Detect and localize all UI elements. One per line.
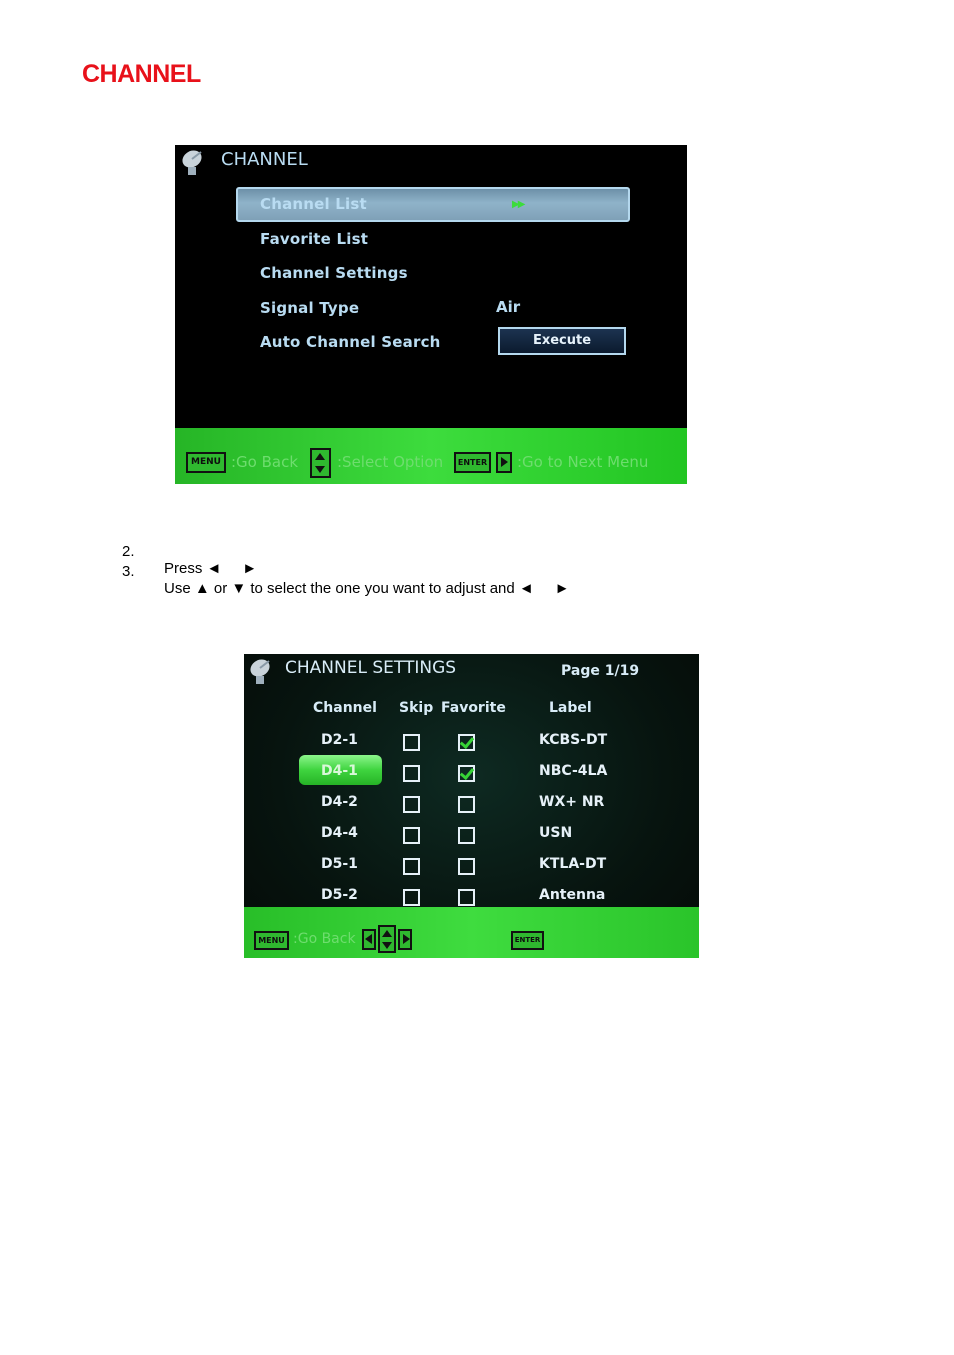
channel-label: Antenna — [539, 887, 606, 903]
next-menu-hint: :Go to Next Menu — [517, 453, 649, 471]
step-text: Use ▲ or ▼ to select the one you want to adjust and ◄ ► — [164, 580, 570, 597]
settings-title: CHANNEL SETTINGS — [285, 658, 457, 678]
channel-label: USN — [539, 825, 573, 841]
channel-number[interactable]: D5-1 — [321, 856, 358, 872]
skip-checkbox[interactable] — [403, 796, 420, 813]
channel-label: KCBS-DT — [539, 732, 608, 748]
skip-checkbox[interactable] — [403, 734, 420, 751]
menu-title: CHANNEL — [221, 149, 308, 170]
step-number: 3. — [122, 563, 135, 580]
channel-number[interactable]: D4-2 — [321, 794, 358, 810]
right-key-icon — [496, 452, 512, 473]
channel-settings-screen — [244, 654, 699, 958]
skip-checkbox[interactable] — [403, 765, 420, 782]
channel-label: KTLA-DT — [539, 856, 607, 872]
column-header-favorite: Favorite — [441, 700, 506, 716]
up-down-key-icon — [378, 925, 396, 953]
skip-checkbox[interactable] — [403, 858, 420, 875]
channel-label: NBC-4LA — [539, 763, 608, 779]
go-back-hint: :Go Back — [231, 453, 299, 471]
channel-number[interactable]: D4-1 — [321, 763, 358, 779]
signal-type-value: Air — [496, 298, 521, 316]
menu-key-icon: MENU — [254, 931, 289, 950]
channel-number[interactable]: D4-4 — [321, 825, 358, 841]
enter-key-icon: ENTER — [511, 931, 544, 950]
column-header-channel: Channel — [313, 700, 377, 716]
column-header-skip: Skip — [399, 700, 434, 716]
page-heading: CHANNEL — [82, 60, 201, 88]
up-down-key-icon — [310, 448, 331, 478]
channel-number[interactable]: D5-2 — [321, 887, 358, 903]
menu-item-channel-settings[interactable]: Channel Settings — [260, 264, 408, 282]
satellite-dish-icon — [179, 147, 209, 177]
favorite-checkbox[interactable] — [458, 796, 475, 813]
page-indicator: Page 1/19 — [561, 663, 640, 679]
channel-menu-screen — [175, 145, 687, 484]
favorite-checkbox[interactable] — [458, 827, 475, 844]
menu-item-auto-channel-search[interactable]: Auto Channel Search — [260, 333, 441, 351]
menu-item-channel-list[interactable]: Channel List — [260, 195, 367, 213]
satellite-dish-icon — [247, 656, 277, 686]
step-number: 2. — [122, 543, 135, 560]
left-key-icon — [362, 929, 376, 950]
submenu-arrow-icon: ▶▶ — [512, 199, 524, 210]
channel-number[interactable]: D2-1 — [321, 732, 358, 748]
skip-checkbox[interactable] — [403, 889, 420, 906]
enter-key-icon: ENTER — [454, 452, 491, 473]
menu-item-signal-type[interactable]: Signal Type — [260, 299, 360, 317]
skip-checkbox[interactable] — [403, 827, 420, 844]
settings-footer — [244, 907, 699, 958]
step-text: Press ◄ ► — [164, 560, 258, 577]
column-header-label: Label — [549, 700, 592, 716]
select-option-hint: :Select Option — [337, 453, 444, 471]
favorite-checkbox[interactable] — [458, 889, 475, 906]
right-key-icon — [398, 929, 412, 950]
channel-label: WX+ NR — [539, 794, 605, 810]
favorite-checkbox[interactable] — [458, 858, 475, 875]
favorite-checkbox[interactable] — [458, 734, 475, 751]
menu-footer — [175, 428, 687, 484]
menu-key-icon: MENU — [186, 452, 226, 473]
menu-item-favorite-list[interactable]: Favorite List — [260, 230, 369, 248]
favorite-checkbox[interactable] — [458, 765, 475, 782]
execute-button[interactable]: Execute — [498, 327, 626, 355]
go-back-hint: :Go Back — [293, 931, 356, 947]
